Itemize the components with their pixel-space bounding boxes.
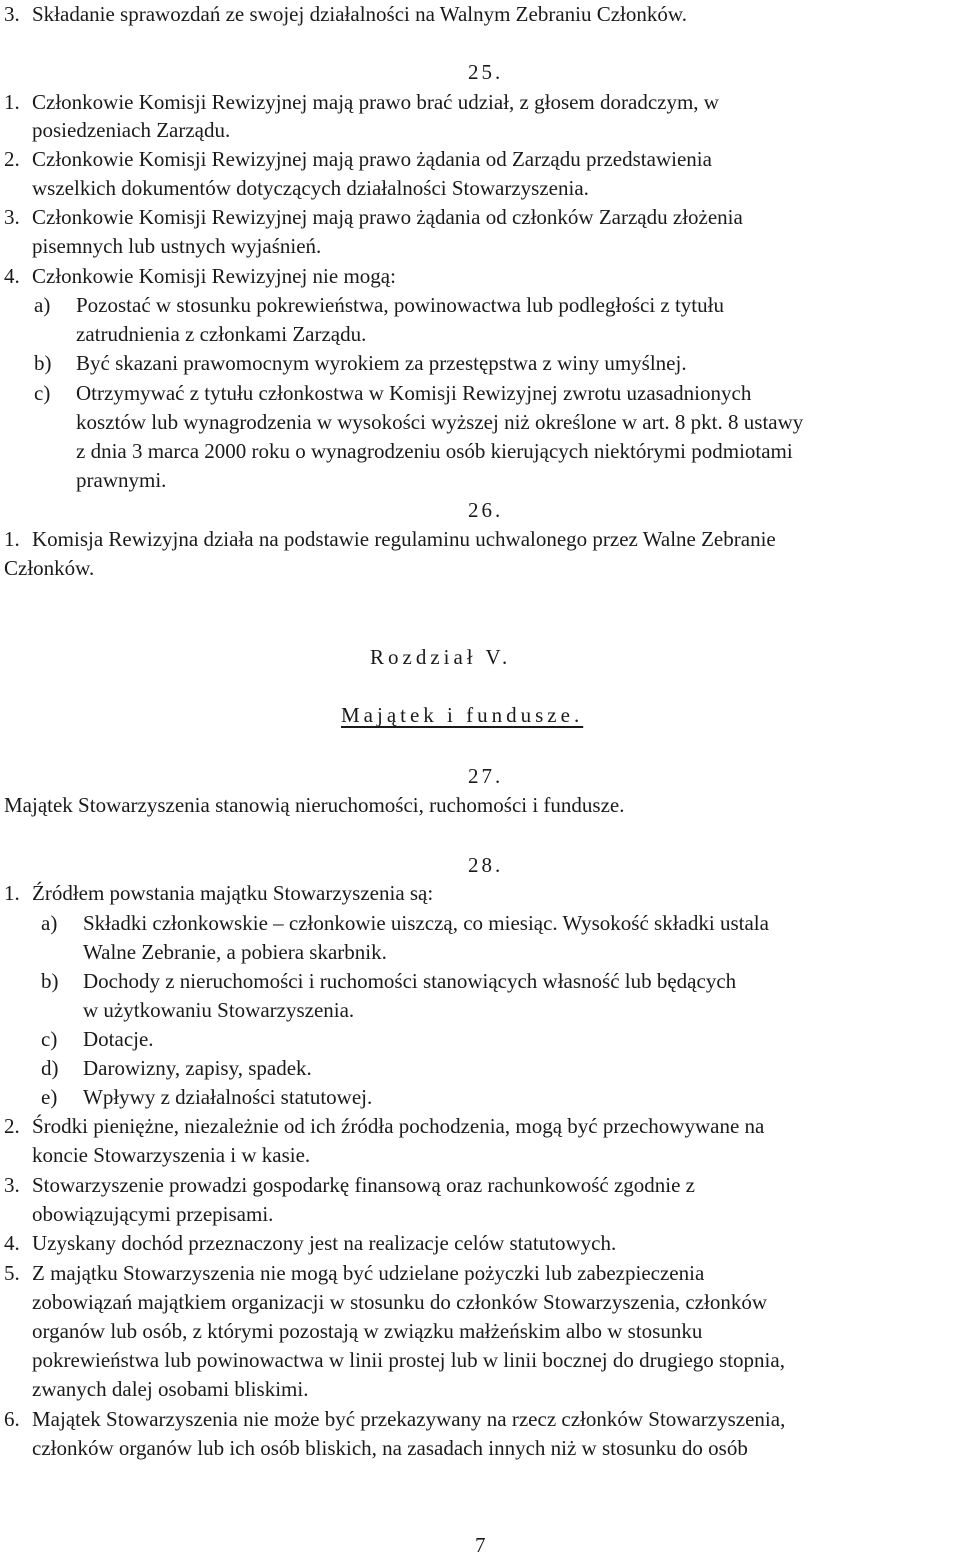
item-number: 2. — [4, 1114, 20, 1138]
subitem-line: Składki członkowskie – członkowie uiszczą, co miesiąc. Wysokość składki ustala — [83, 911, 769, 935]
section-number: 27. — [468, 764, 504, 788]
paragraph-line: Środki pieniężne, niezależnie od ich źródła pochodzenia, mogą być przechowywane na — [32, 1114, 765, 1138]
paragraph-line: organów lub osób, z którymi pozostają w związku małżeńskim albo w stosunku — [32, 1319, 703, 1343]
subitem-letter: e) — [41, 1085, 58, 1109]
subitem-letter: d) — [41, 1056, 59, 1080]
paragraph-line: członków organów lub ich osób bliskich, na zasadach innych niż w stosunku do osób — [32, 1436, 748, 1460]
paragraph-line: Składanie sprawozdań ze swojej działalności na Walnym Zebraniu Członków. — [32, 2, 687, 26]
item-number: 4. — [4, 264, 20, 288]
item-number: 1. — [4, 881, 20, 905]
chapter-title: Majątek i fundusze. — [341, 703, 584, 727]
subitem-line: Być skazani prawomocnym wyrokiem za przestępstwa z winy umyślnej. — [76, 351, 687, 375]
item-number: 6. — [4, 1407, 20, 1431]
paragraph-line: Członkowie Komisji Rewizyjnej nie mogą: — [32, 264, 396, 288]
item-number: 3. — [4, 1173, 20, 1197]
item-number: 3. — [4, 2, 20, 26]
paragraph-line: Komisja Rewizyjna działa na podstawie regulaminu uchwalonego przez Walne Zebranie — [32, 527, 776, 551]
subitem-letter: c) — [41, 1027, 58, 1051]
paragraph-line: Członkowie Komisji Rewizyjnej mają prawo żądania od członków Zarządu złożenia — [32, 205, 743, 229]
item-number: 4. — [4, 1231, 20, 1255]
subitem-line: z dnia 3 marca 2000 roku o wynagrodzeniu osób kierujących niektórymi podmiotami — [76, 439, 793, 463]
paragraph-line: Stowarzyszenie prowadzi gospodarkę finansową oraz rachunkowość zgodnie z — [32, 1173, 696, 1197]
paragraph-line: Członkowie Komisji Rewizyjnej mają prawo żądania od Zarządu przedstawienia — [32, 147, 712, 171]
subitem-line: Wpływy z działalności statutowej. — [83, 1085, 373, 1109]
subitem-line: Dotacje. — [83, 1027, 154, 1051]
paragraph-line: posiedzeniach Zarządu. — [32, 118, 231, 142]
subitem-line: zatrudnienia z członkami Zarządu. — [76, 322, 367, 346]
subitem-letter: b) — [41, 969, 59, 993]
subitem-line: w użytkowaniu Stowarzyszenia. — [83, 998, 355, 1022]
section-number: 26. — [468, 498, 504, 522]
item-number: 2. — [4, 147, 20, 171]
item-number: 3. — [4, 205, 20, 229]
paragraph-line: zwanych dalej osobami bliskimi. — [32, 1377, 309, 1401]
paragraph-line: pokrewieństwa lub powinowactwa w linii prostej lub w linii bocznej do drugiego stopnia, — [32, 1348, 785, 1372]
item-number: 1. — [4, 90, 20, 114]
item-number: 5. — [4, 1261, 20, 1285]
paragraph-line: Uzyskany dochód przeznaczony jest na realizacje celów statutowych. — [32, 1231, 617, 1255]
item-number: 1. — [4, 527, 20, 551]
paragraph-line: pisemnych lub ustnych wyjaśnień. — [32, 234, 322, 258]
paragraph-line: Członkowie Komisji Rewizyjnej mają prawo brać udział, z głosem doradczym, w — [32, 90, 719, 114]
subitem-line: Otrzymywać z tytułu członkostwa w Komisji Rewizyjnej zwrotu uzasadnionych — [76, 381, 752, 405]
subitem-line: Darowizny, zapisy, spadek. — [83, 1056, 312, 1080]
paragraph-line: koncie Stowarzyszenia i w kasie. — [32, 1143, 311, 1167]
section-number: 25. — [468, 60, 504, 84]
paragraph-line: Majątek Stowarzyszenia stanowią nieruchomości, ruchomości i fundusze. — [4, 793, 625, 817]
subitem-letter: c) — [34, 381, 51, 405]
paragraph-line: Majątek Stowarzyszenia nie może być przekazywany na rzecz członków Stowarzyszenia, — [32, 1407, 786, 1431]
paragraph-line: obowiązującymi przepisami. — [32, 1202, 274, 1226]
chapter-heading: Rozdział V. — [370, 645, 512, 669]
subitem-line: Pozostać w stosunku pokrewieństwa, powinowactwa lub podległości z tytułu — [76, 293, 724, 317]
subitem-letter: b) — [34, 351, 52, 375]
subitem-line: Walne Zebranie, a pobiera skarbnik. — [83, 940, 387, 964]
subitem-line: prawnymi. — [76, 468, 167, 492]
page-number: 7 — [475, 1533, 486, 1557]
subitem-line: kosztów lub wynagrodzenia w wysokości wyższej niż określone w art. 8 pkt. 8 ustawy — [76, 410, 804, 434]
paragraph-line: Źródłem powstania majątku Stowarzyszenia są: — [32, 881, 434, 905]
subitem-letter: a) — [34, 293, 51, 317]
paragraph-line: wszelkich dokumentów dotyczących działalności Stowarzyszenia. — [32, 176, 589, 200]
subitem-letter: a) — [41, 911, 58, 935]
paragraph-line: Członków. — [4, 556, 95, 580]
paragraph-line: Z majątku Stowarzyszenia nie mogą być udzielane pożyczki lub zabezpieczenia — [32, 1261, 705, 1285]
section-number: 28. — [468, 853, 504, 877]
subitem-line: Dochody z nieruchomości i ruchomości stanowiących własność lub będących — [83, 969, 737, 993]
paragraph-line: zobowiązań majątkiem organizacji w stosunku do członków Stowarzyszenia, członków — [32, 1290, 767, 1314]
